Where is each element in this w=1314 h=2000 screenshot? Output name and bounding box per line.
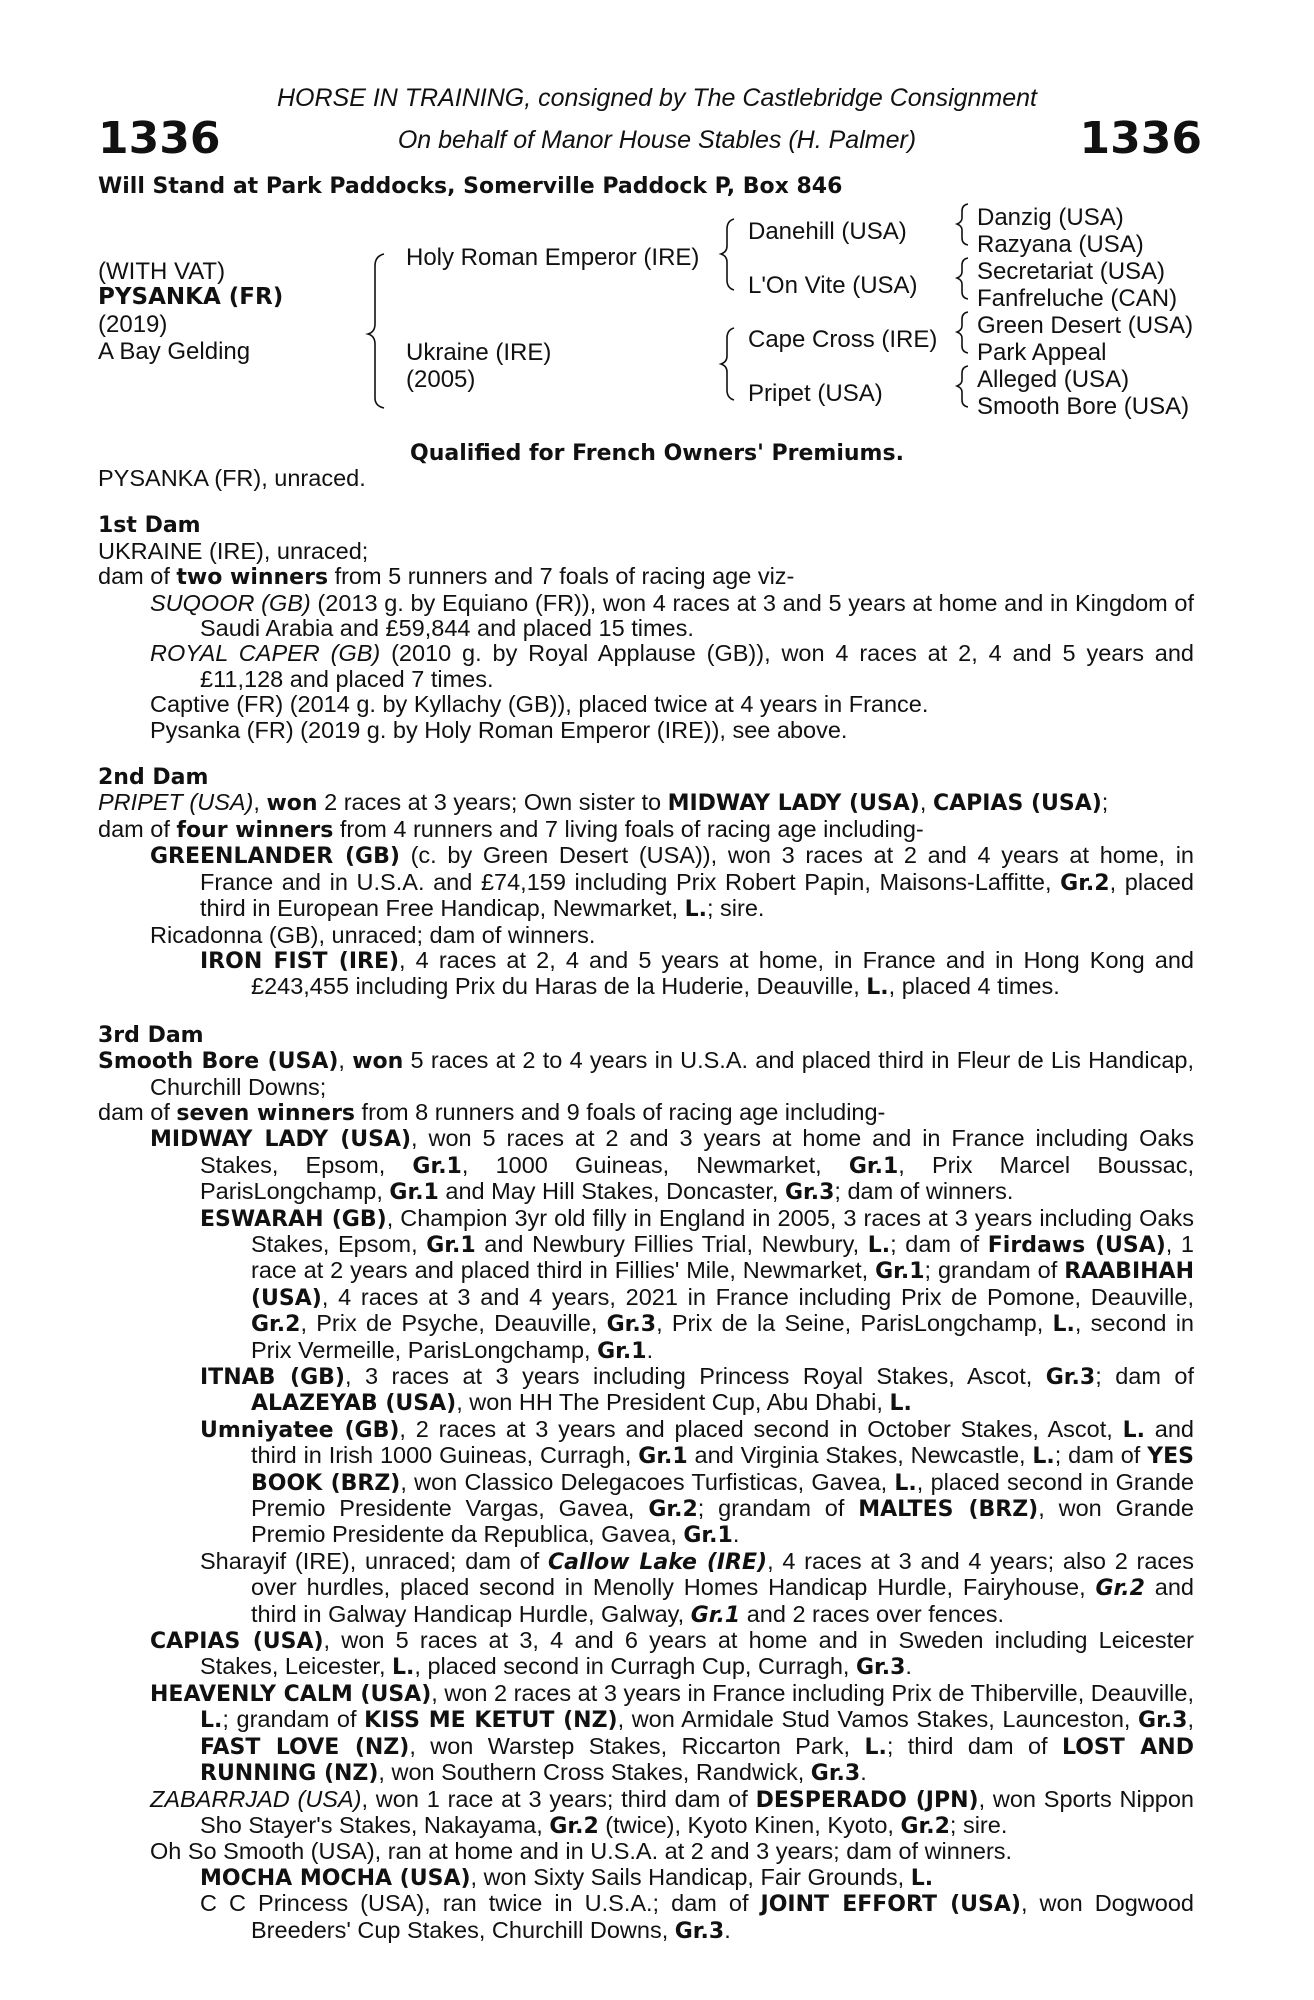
produce-entry: MIDWAY LADY (USA), won 5 races at 2 and 3 years at home and in France including Oaks Stakes, Epsom, Gr.1, 1000 Guineas, Newmarket, Gr.1, Prix Marcel Boussac, ParisLongchamp, Gr.1 and May Hill Stakes, Doncaster, Gr.3; dam of winners. bbox=[150, 1125, 1194, 1206]
gen3-dds: Alleged (USA) bbox=[977, 366, 1130, 393]
bracket-sd bbox=[957, 258, 968, 299]
gen3-dsd: Park Appeal bbox=[977, 339, 1107, 366]
bracket-sire bbox=[721, 219, 734, 290]
third-dam-line: Smooth Bore (USA), won 5 races at 2 to 4 years in U.S.A. and placed third in Fleur de Lis Handicap, Churchill Downs; bbox=[98, 1047, 1194, 1100]
produce-entry: ZABARRJAD (USA), won 1 race at 3 years; third dam of DESPERADO (JPN), won Sports Nippon Sho Stayer's Stakes, Nakayama, Gr.2 (twice), Kyoto Kinen, Kyoto, Gr.2; sire. bbox=[150, 1785, 1194, 1839]
bracket-gen1 bbox=[368, 254, 384, 408]
produce-entry: CAPIAS (USA), won 5 races at 3, 4 and 6 years at home and in Sweden including Leicester Stakes, Leicester, L., placed second in Curragh Cup, Curragh, Gr.3. bbox=[150, 1627, 1194, 1681]
second-dam-line: PRIPET (USA), won 2 races at 3 years; Own sister to MIDWAY LADY (USA), CAPIAS (USA); bbox=[98, 789, 1109, 817]
third-dam-produce: dam of seven winners from 8 runners and 9 foals of racing age including- bbox=[98, 1098, 886, 1126]
first-dam-line: UKRAINE (IRE), unraced; bbox=[98, 537, 369, 564]
grand-produce-entry: Umniyatee (GB), 2 races at 3 years and placed second in October Stakes, Ascot, L. and third in Irish 1000 Guineas, Curragh, Gr.1 and Virginia Stakes, Newcastle, L.; dam of YES BOOK (BRZ), won Classico Delegacoes Turfisticas, Gavea, L., placed second in Grande Premio Presidente Vargas, Gavea, Gr.2; grandam of MALTES (BRZ), won Grande Premio Presidente da Republica, Gavea, Gr.1. bbox=[200, 1415, 1194, 1549]
lot-number-right: 1336 bbox=[1079, 113, 1202, 164]
grand-produce-entry: Sharayif (IRE), unraced; dam of Callow Lake (IRE), 4 races at 3 and 4 years; also 2 races over hurdles, placed second in Menolly Homes Handicap Hurdle, Fairyhouse, Gr.2 and third in Galway Handicap Hurdle, Galway, Gr.1 and 2 races over fences. bbox=[200, 1547, 1194, 1628]
sire-name: Holy Roman Emperor (IRE) bbox=[406, 244, 700, 271]
horse-year: (2019) bbox=[98, 311, 168, 338]
bracket-ds bbox=[957, 312, 968, 353]
bracket-dam bbox=[721, 328, 734, 400]
produce-entry: HEAVENLY CALM (USA), won 2 races at 3 years in France including Prix de Thiberville, Deauville, L.; grandam of KISS ME KETUT (NZ), won Armidale Stud Vamos Stakes, Launceston, Gr.3, FAST LOVE (NZ), won Warstep Stakes, Riccarton Park, L.; third dam of LOST AND RUNNING (NZ), won Southern Cross Stakes, Randwick, Gr.3. bbox=[150, 1679, 1194, 1787]
horse-description: A Bay Gelding bbox=[98, 338, 251, 365]
dam-name: Ukraine (IRE) bbox=[406, 339, 552, 366]
gen3-sds: Secretariat (USA) bbox=[977, 258, 1166, 285]
grand-produce-entry: ESWARAH (GB), Champion 3yr old filly in England in 2005, 3 races at 3 years including Oaks Stakes, Epsom, Gr.1 and Newbury Fillies Trial, Newbury, L.; dam of Firdaws (USA), 1 race at 2 years and placed third in Fillies' Mile, Newmarket, Gr.1; grandam of RAABIHAH (USA), 4 races at 3 and 4 years, 2021 in France including Prix de Pomone, Deauville, Gr.2, Prix de Psyche, Deauville, Gr.3, Prix de la Seine, ParisLongchamp, L., second in Prix Vermeille, ParisLongchamp, Gr.1. bbox=[200, 1204, 1195, 1364]
vat-note: (WITH VAT) bbox=[98, 258, 226, 285]
third-dam-heading: 3rd Dam bbox=[98, 1022, 204, 1048]
grand-produce-entry: MOCHA MOCHA (USA), won Sixty Sails Handicap, Fair Grounds, L. bbox=[200, 1863, 934, 1891]
vendor-line: On behalf of Manor House Stables (H. Palmer) bbox=[397, 126, 917, 154]
produce-entry: ROYAL CAPER (GB) (2010 g. by Royal Applause (GB)), won 4 races at 2, 4 and 5 years and £11,128 and placed 7 times. bbox=[150, 640, 1195, 692]
first-dam-heading: 1st Dam bbox=[98, 513, 201, 539]
grand-produce-entry: C C Princess (USA), ran twice in U.S.A.; dam of JOINT EFFORT (USA), won Dogwood Breeders' Cup Stakes, Churchill Downs, Gr.3. bbox=[200, 1890, 1195, 1944]
grand-produce-entry: ITNAB (GB), 3 races at 3 years including Princess Royal Stakes, Ascot, Gr.3; dam of ALAZEYAB (USA), won HH The President Cup, Abu Dhabi, L. bbox=[200, 1363, 1194, 1417]
gen3-sss: Danzig (USA) bbox=[977, 204, 1124, 231]
produce-entry: Captive (FR) (2014 g. by Kyllachy (GB)), placed twice at 4 years in France. bbox=[150, 691, 929, 718]
sire-sire: Danehill (USA) bbox=[748, 218, 907, 245]
grand-produce-entry: IRON FIST (IRE), 4 races at 2, 4 and 5 years at home, in France and in Hong Kong and £243,455 including Prix du Haras de la Huderie, Deauville, L., placed 4 times. bbox=[200, 946, 1194, 1001]
second-dam-produce: dam of four winners from 4 runners and 7 living foals of racing age including- bbox=[98, 815, 924, 843]
produce-entry: GREENLANDER (GB) (c. by Green Desert (USA)), won 3 races at 2 and 4 years at home, in France and in U.S.A. and £74,159 including Prix Robert Papin, Maisons-Laffitte, Gr.2, placed third in European Free Handicap, Newmarket, L.; sire. bbox=[150, 842, 1194, 923]
produce-entry: Ricadonna (GB), unraced; dam of winners. bbox=[150, 921, 596, 948]
stand-location: Will Stand at Park Paddocks, Somerville Paddock P, Box 846 bbox=[98, 174, 843, 199]
gen3-ssd: Razyana (USA) bbox=[977, 231, 1144, 258]
produce-entry: Oh So Smooth (USA), ran at home and in U.S.A. at 2 and 3 years; dam of winners. bbox=[150, 1838, 1013, 1865]
sire-dam: L'On Vite (USA) bbox=[748, 272, 918, 299]
gen3-dss: Green Desert (USA) bbox=[977, 312, 1194, 339]
consignor-line: HORSE IN TRAINING, consigned by The Castlebridge Consignment bbox=[276, 84, 1038, 112]
produce-entry: Pysanka (FR) (2019 g. by Holy Roman Emperor (IRE)), see above. bbox=[150, 716, 848, 743]
dam-sire: Cape Cross (IRE) bbox=[748, 326, 938, 353]
bracket-ss bbox=[957, 204, 968, 245]
gen3-ddd: Smooth Bore (USA) bbox=[977, 393, 1190, 420]
second-dam-heading: 2nd Dam bbox=[98, 765, 209, 791]
pedigree-notes bbox=[98, 466, 1194, 1944]
produce-entry: SUQOOR (GB) (2013 g. by Equiano (FR)), won 4 races at 3 and 5 years at home and in Kingdom of Saudi Arabia and £59,844 and placed 15 times. bbox=[150, 589, 1195, 642]
bracket-dd bbox=[957, 366, 968, 407]
gen3-sdd: Fanfreluche (CAN) bbox=[977, 285, 1178, 312]
horse-name: PYSANKA (FR) bbox=[98, 284, 284, 310]
first-dam-produce: dam of two winners from 5 runners and 7 foals of racing age viz- bbox=[98, 563, 795, 591]
intro-line: PYSANKA (FR), unraced. bbox=[98, 465, 366, 491]
dam-year: (2005) bbox=[406, 366, 476, 393]
premium-note: Qualified for French Owners' Premiums. bbox=[410, 441, 904, 466]
dam-dam: Pripet (USA) bbox=[748, 380, 883, 407]
lot-number-left: 1336 bbox=[98, 113, 221, 164]
